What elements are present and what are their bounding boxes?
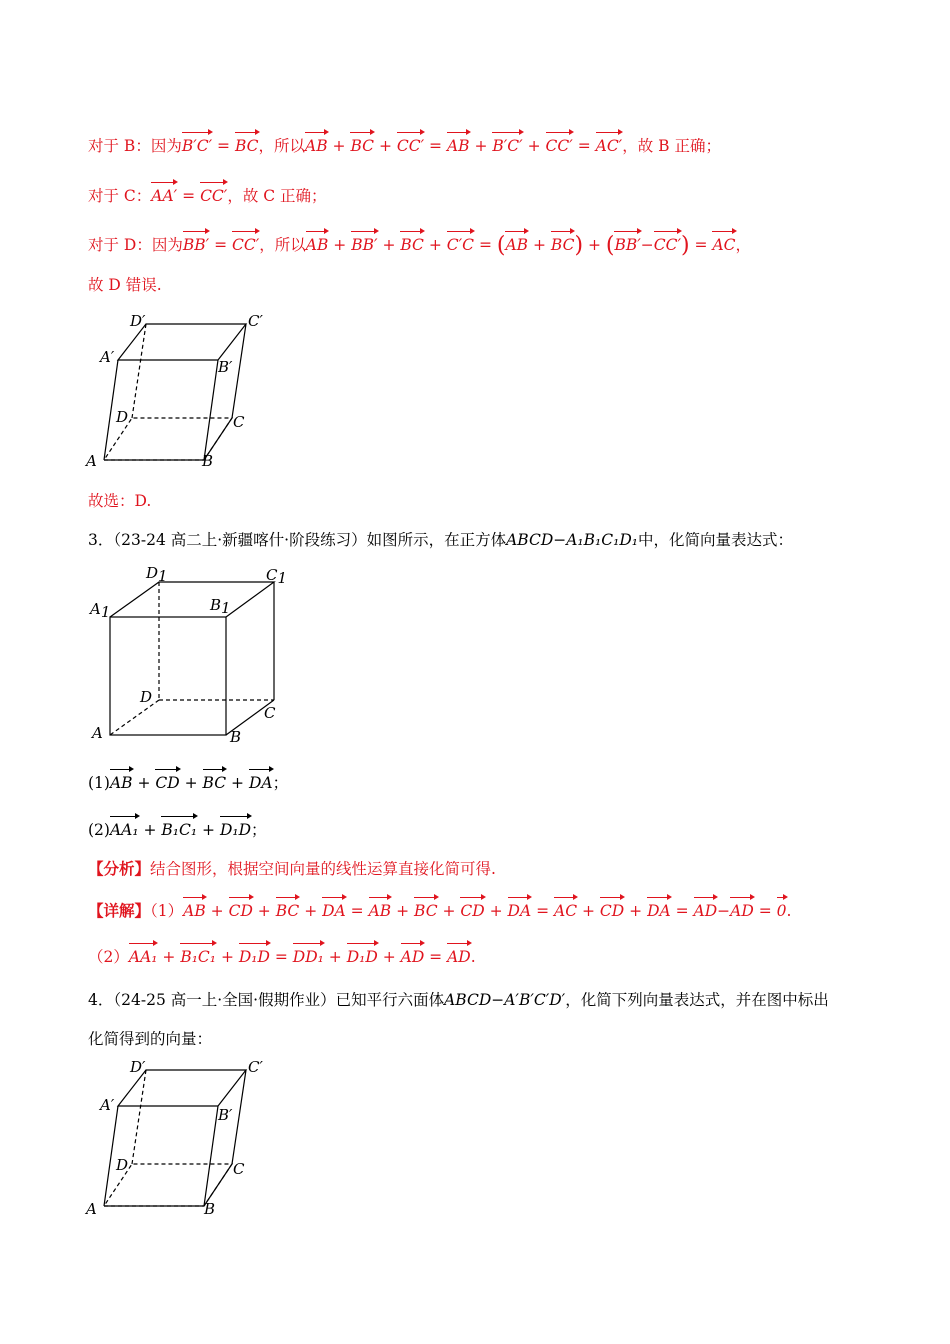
vertex-label-b: B [204,1200,216,1218]
vector: BC [235,131,259,157]
paren: ( [605,233,615,258]
vector: DD₁ [293,942,324,968]
vector: B₁C₁ [161,815,197,841]
vector: BC [400,230,424,256]
question-number: 4． [88,991,114,1009]
question-number: 3． [88,531,114,549]
text-lead: 对于 B：因为 [88,137,182,155]
answer-choice: 故选：D. [88,492,152,510]
part-number: (1) [88,774,110,792]
vector: AA′ [151,181,177,207]
detail-line-1 [88,896,791,922]
vertex-label-d1: D1 [146,564,168,585]
question-3 [88,529,793,551]
vector: D₁D [220,815,251,841]
edge-bb1 [204,1106,218,1206]
vector: BC [350,131,374,157]
vertex-label-c: C [233,413,245,431]
vector: BB′ [183,230,209,256]
vector: BB′ [614,230,640,256]
vector: AD [447,942,471,968]
equals: = [177,187,201,205]
plus: + [328,236,352,254]
part-number: （1） [150,902,184,920]
parallelepiped-figure-1 [82,306,282,476]
equals: = [474,236,497,254]
solution-line-d [88,230,751,257]
plus: + [226,774,249,792]
plus: + [522,137,546,155]
equals: = [572,137,596,155]
vertex-label-a: A [92,724,103,742]
plus: + [423,236,447,254]
question-3-part-1 [88,768,288,794]
equals: = [753,902,777,920]
question-4 [88,989,829,1011]
vector: AB [306,230,329,256]
vector: BC [203,768,227,794]
text-tail: ； [251,821,267,839]
vector: D₁D [347,942,378,968]
solid-expression: ABCD−A₁B₁C₁D₁ [506,531,638,549]
equals: = [689,236,713,254]
vector: AC′ [596,131,623,157]
plus: + [179,774,203,792]
vector: AA₁ [129,942,158,968]
part-number: （2） [88,948,129,966]
vector: CD [460,896,484,922]
plus: + [528,236,551,254]
plus: + [299,902,323,920]
plus: + [327,137,351,155]
edge-bb1 [204,360,218,460]
vector: AC [712,230,735,256]
solution-line-c [88,181,327,207]
vector: AD [730,896,754,922]
part-number: (2) [88,821,110,839]
paren: ( [496,233,506,258]
plus: + [138,821,162,839]
vertex-label-d: D [116,408,129,426]
equals: = [209,236,233,254]
vector: AA₁ [110,815,139,841]
edge-cc1 [232,1070,246,1164]
plus: + [577,902,600,920]
vertex-label-d: D [140,688,153,706]
vertex-label-c1: C′ [248,1058,263,1076]
edge-cc1 [232,324,246,418]
vector: AB [183,896,206,922]
text-tail: ， [735,236,752,254]
plus: + [469,137,493,155]
question-4-continued: 化简得到的向量： [88,1030,213,1048]
vector: BC [414,896,438,922]
vertex-label-a1: A′ [100,1096,115,1114]
edge-dd1-dashed [132,324,146,418]
vector: CD [229,896,253,922]
vector: CC′ [546,131,573,157]
detail-tag: 【详解】 [88,901,151,920]
equals: = [424,948,448,966]
vector: BC [276,896,300,922]
vector: B′C′ [182,131,212,157]
plus: + [374,137,397,155]
vertex-label-b1: B′ [218,1106,233,1124]
text-tail: ； [272,774,289,792]
vector: AC [554,896,577,922]
vector: DA [647,896,671,922]
vector: D₁D [239,942,270,968]
vector: AD [694,896,718,922]
plus: + [205,902,229,920]
vector: CC′ [654,230,681,256]
text-tail: ，故 C 正确； [227,187,327,205]
vector: AB [505,230,528,256]
vector: B₁C₁ [180,942,216,968]
minus: − [640,236,654,254]
solid-expression: ABCD−A′B′C′D′ [444,991,566,1009]
plus: + [377,948,401,966]
plus: + [484,902,508,920]
text-lead: 对于 C： [88,187,152,205]
plus: + [252,902,276,920]
analysis-line [88,858,496,880]
vector: CC′ [200,181,227,207]
vertex-label-c: C [233,1160,245,1178]
top-face-edges [110,582,274,617]
vector: CD [600,896,624,922]
text: ，所以 [258,137,306,155]
vector: AB [305,131,328,157]
vertex-label-a1: A′ [100,348,115,366]
vertex-label-b1: B′ [218,358,233,376]
equals: = [424,137,447,155]
plus: + [216,948,239,966]
vector: AB [369,896,392,922]
front-face [110,617,226,735]
analysis-text: 结合图形，根据空间向量的线性运算直接化简可得. [150,860,496,878]
vertex-label-c: C [264,704,276,722]
vector: B′C′ [492,131,522,157]
equals: = [345,902,369,920]
cube-figure [84,562,294,746]
vertex-label-b: B [202,452,214,470]
analysis-tag: 【分析】 [88,859,151,878]
vector: DA [508,896,532,922]
zero-vector: 0 [777,896,787,922]
vector: AD [401,942,425,968]
vector: DA [249,768,273,794]
minus: − [717,902,731,920]
solution-conclusion-d: 故 D 错误. [88,276,162,294]
equals: = [269,948,293,966]
plus: + [583,236,606,254]
vertex-label-b1: B1 [210,596,231,617]
question-source: （24-25 高一上·全国·假期作业）已知平行六面体 [113,991,445,1009]
paren: ) [681,233,690,258]
vertex-label-a: A [86,452,97,470]
plus: + [391,902,415,920]
paren: ) [574,233,584,258]
parallelepiped-figure-2 [82,1052,282,1224]
plus: + [377,236,401,254]
vector: BC [551,230,575,256]
vertex-label-d1: D′ [130,312,146,330]
vector: AB [110,768,133,794]
edge-dd1-dashed [132,1070,146,1164]
vertex-label-c1: C1 [266,566,288,587]
question-3-part-2 [88,815,267,841]
text-tail: . [470,948,476,966]
vertex-label-d: D [116,1156,129,1174]
vertex-label-a1: A1 [90,600,111,621]
vector: AB [447,131,470,157]
vertex-label-b: B [230,728,242,746]
plus: + [157,948,181,966]
text-tail: . [786,902,792,920]
vector: BB′ [351,230,377,256]
detail-line-2 [88,942,476,968]
plus: + [197,821,220,839]
equals: = [212,137,235,155]
equals: = [670,902,694,920]
vector: C′C [447,230,474,256]
text-tail: ，故 B 正确； [622,137,721,155]
plus: + [323,948,347,966]
vector: CD [155,768,179,794]
vertex-label-d1: D′ [130,1058,146,1076]
vector: CC′ [397,131,424,157]
equals: = [531,902,555,920]
question-tail: 中，化简向量表达式： [637,531,793,549]
text-lead: 对于 D：因为 [88,236,183,254]
question-tail: ，化简下列向量表达式，并在图中标出 [565,991,829,1009]
plus: + [132,774,156,792]
plus: + [624,902,648,920]
vector: CC′ [232,230,259,256]
question-source: （23-24 高二上·新疆喀什·阶段练习）如图所示，在正方体 [113,531,507,549]
vertex-label-c1: C′ [248,312,263,330]
solution-line-b [88,131,721,157]
vertex-label-a: A [86,1200,97,1218]
text: ，所以 [259,236,306,254]
plus: + [437,902,461,920]
vector: DA [322,896,346,922]
